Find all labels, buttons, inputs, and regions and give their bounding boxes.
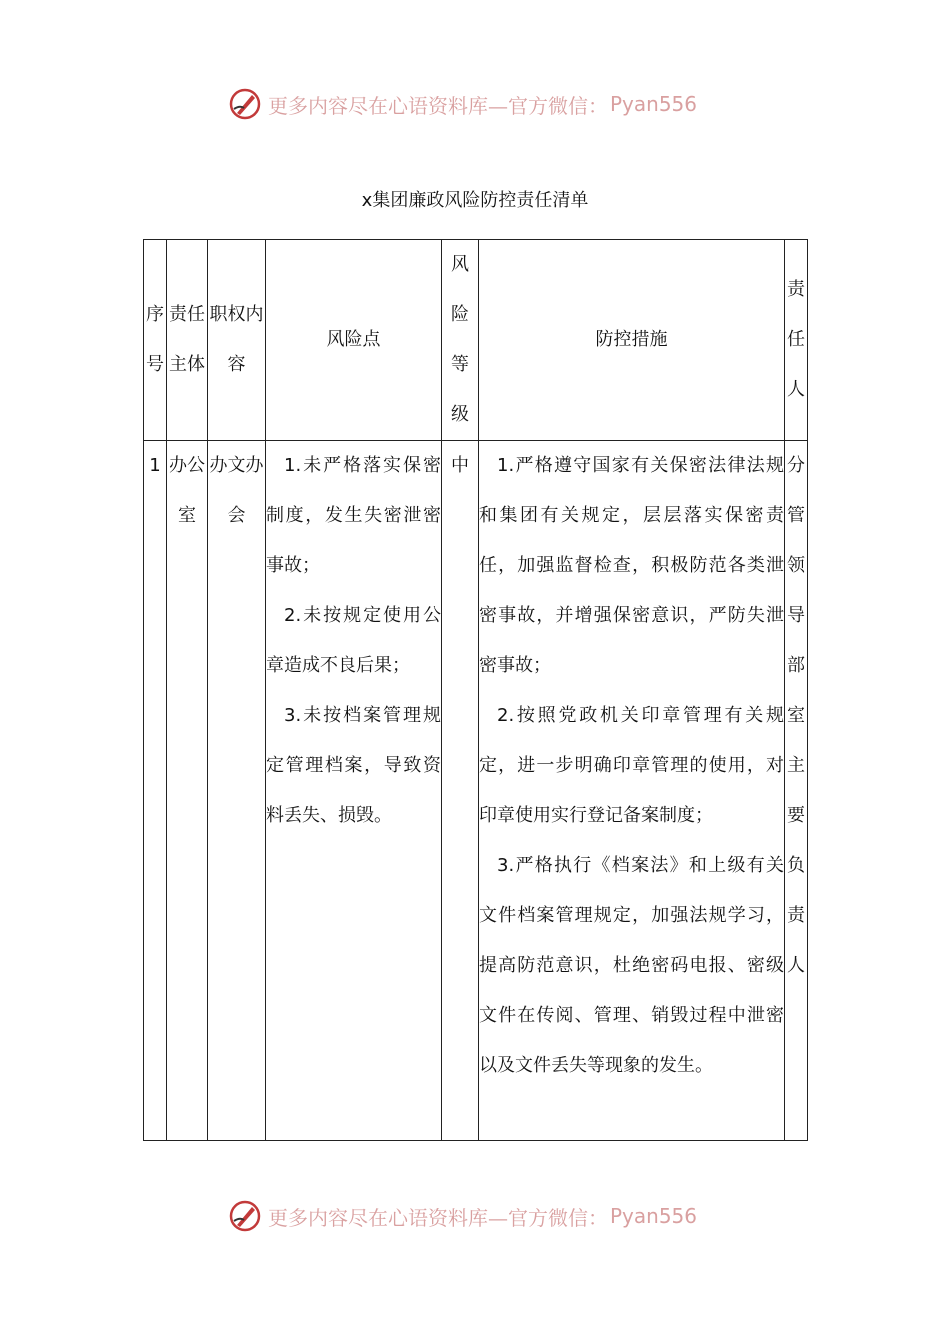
measure-item: 3.严格执行《档案法》和上级有关文件档案管理规定，加强法规学习，提高防范意识，杜绝密码电报、密级文件在传阅、管理、销毁过程中泄密以及文件丢失等现象的发生。 <box>479 855 784 1076</box>
cell-person <box>785 441 808 1141</box>
document-title: x集团廉政风险防控责任清单 <box>361 190 589 211</box>
banner-wechat-id: Pyan556 <box>610 92 698 116</box>
header-risk-point: 风险点 <box>266 240 442 441</box>
header-person-text: 责任人 <box>787 279 805 400</box>
header-subject: 责任主体 <box>167 240 208 441</box>
risk-point-item: 1.未严格落实保密制度，发生失密泄密事故； <box>266 455 441 576</box>
cell-risk-level: 中 <box>442 441 479 1141</box>
cell-seq: 1 <box>144 441 167 1141</box>
header-watermark-banner <box>228 84 748 124</box>
pen-logo-icon <box>228 1199 262 1233</box>
risk-point-item: 2.未按规定使用公章造成不良后果； <box>266 605 441 676</box>
measure-item: 1.严格遵守国家有关保密法律法规和集团有关规定，层层落实保密责任，加强监督检查，积极防范各类泄密事故，并增强保密意识，严防失泄密事故； <box>479 455 784 676</box>
header-seq: 序号 <box>144 240 167 441</box>
header-measures: 防控措施 <box>479 240 785 441</box>
cell-subject: 办公室 <box>167 441 208 1141</box>
pen-logo-icon <box>228 87 262 121</box>
banner-text: 更多内容尽在心语资料库—官方微信： <box>268 1205 608 1230</box>
header-person <box>785 240 808 441</box>
footer-watermark-banner <box>228 1196 748 1236</box>
risk-point-item: 3.未按档案管理规定管理档案，导致资料丢失、损毁。 <box>266 705 441 826</box>
table-row <box>144 441 808 1141</box>
cell-risk-points <box>266 441 442 1141</box>
measure-item: 2.按照党政机关印章管理有关规定，进一步明确印章管理的使用，对印章使用实行登记备案制度； <box>479 705 784 826</box>
header-risk-level <box>442 240 479 441</box>
banner-wechat-id: Pyan556 <box>610 1204 698 1228</box>
cell-duty: 办文办会 <box>208 441 266 1141</box>
table-header-row <box>144 240 808 441</box>
responsibility-table <box>143 239 808 1141</box>
cell-person-text: 分管领导部室主要负责人 <box>787 455 805 976</box>
header-risk-level-text: 风险等级 <box>451 254 469 425</box>
banner-text: 更多内容尽在心语资料库—官方微信： <box>268 93 608 118</box>
header-duty: 职权内容 <box>208 240 266 441</box>
cell-measures <box>479 441 785 1141</box>
